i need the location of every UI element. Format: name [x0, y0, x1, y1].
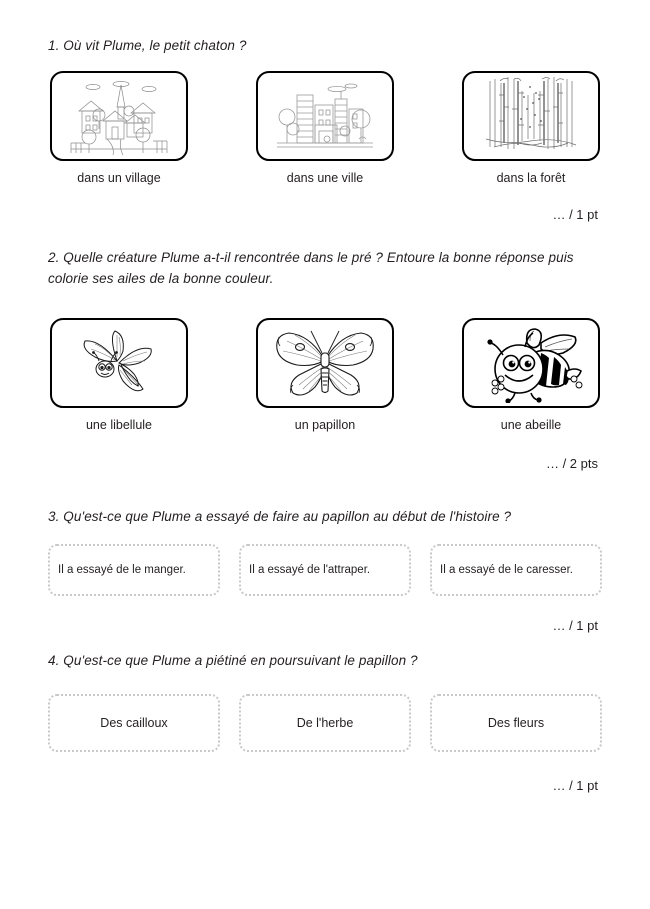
option-forest-label: dans la forêt	[496, 170, 566, 185]
question-1-text: 1. Où vit Plume, le petit chaton ?	[48, 38, 247, 53]
answer-option-manger-label: Il a essayé de le manger.	[58, 563, 186, 576]
answer-option-cailloux[interactable]	[48, 694, 220, 752]
option-city[interactable]	[254, 71, 396, 185]
option-butterfly-label: un papillon	[294, 417, 356, 432]
question-1-score: … / 1 pt	[552, 206, 598, 222]
option-city-label: dans une ville	[286, 170, 364, 185]
answer-option-herbe[interactable]	[239, 694, 411, 752]
option-village-label: dans un village	[77, 170, 161, 185]
question-2-text: 2. Quelle créature Plume a-t-il rencontrée dans le pré ? Entoure la bonne réponse puis colorie ses ailes de la bonne couleur.	[48, 249, 574, 286]
question-4-options	[48, 694, 602, 752]
question-3-text: 3. Qu'est-ce que Plume a essayé de faire au papillon au début de l'histoire ?	[48, 508, 512, 524]
option-village[interactable]	[48, 71, 190, 185]
village-illustration-icon	[69, 77, 169, 155]
answer-option-fleurs[interactable]	[430, 694, 602, 752]
question-2-score: … / 2 pts	[545, 455, 598, 471]
question-4-text: 4. Qu'est-ce que Plume a piétiné en poursuivant le papillon ?	[48, 652, 418, 668]
option-dragonfly-label: une libellule	[85, 417, 153, 432]
option-bee[interactable]	[460, 318, 602, 432]
answer-option-manger[interactable]	[48, 544, 220, 596]
question-4-score: … / 1 pt	[552, 777, 598, 793]
option-butterfly[interactable]	[254, 318, 396, 432]
question-2-options	[48, 318, 602, 432]
village-frame[interactable]	[50, 71, 188, 161]
bee-illustration-icon	[475, 323, 587, 403]
option-dragonfly[interactable]	[48, 318, 190, 432]
answer-option-herbe-label: De l'herbe	[296, 715, 354, 730]
question-1-block	[0, 0, 650, 185]
answer-option-caresser[interactable]	[430, 544, 602, 596]
butterfly-frame[interactable]	[256, 318, 394, 408]
question-4-block	[0, 651, 650, 752]
question-2-block	[0, 248, 650, 432]
forest-frame[interactable]	[462, 71, 600, 161]
bee-frame[interactable]	[462, 318, 600, 408]
question-3-block	[0, 507, 650, 596]
city-illustration-icon	[275, 77, 375, 155]
butterfly-illustration-icon	[269, 323, 381, 403]
dragonfly-frame[interactable]	[50, 318, 188, 408]
option-bee-label: une abeille	[500, 417, 562, 432]
answer-option-cailloux-label: Des cailloux	[100, 715, 168, 730]
option-forest[interactable]	[460, 71, 602, 185]
answer-option-caresser-label: Il a essayé de le caresser.	[440, 563, 573, 576]
dragonfly-illustration-icon	[65, 323, 173, 403]
answer-option-attraper-label: Il a essayé de l'attraper.	[249, 563, 371, 576]
answer-option-fleurs-label: Des fleurs	[487, 715, 545, 730]
answer-option-attraper[interactable]	[239, 544, 411, 596]
question-3-score: … / 1 pt	[552, 617, 598, 633]
question-3-options	[48, 544, 602, 596]
forest-illustration-icon	[484, 77, 578, 155]
question-1-options	[48, 71, 602, 185]
city-frame[interactable]	[256, 71, 394, 161]
